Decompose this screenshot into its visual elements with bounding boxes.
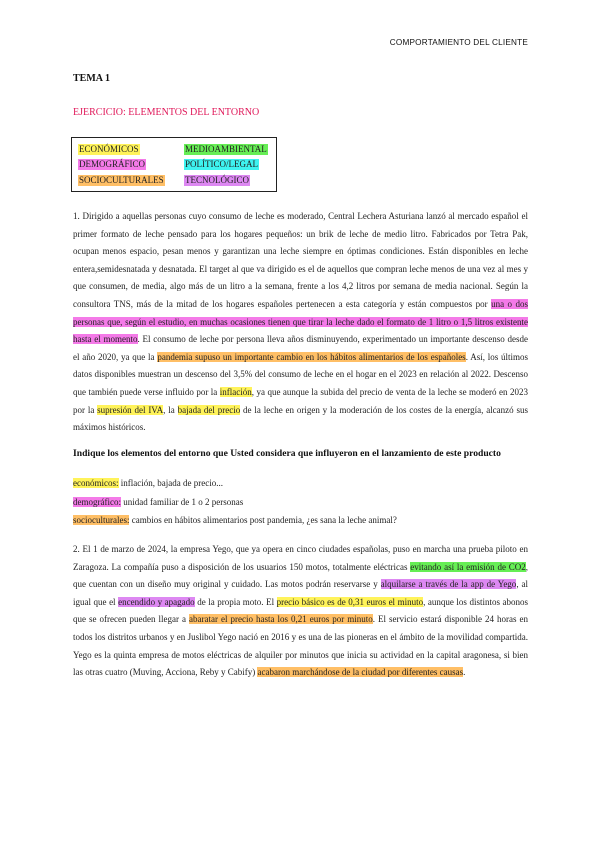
legend-demografico: DEMOGRÁFICO — [79, 159, 146, 169]
answer-line — [73, 497, 243, 508]
answer-text: inflación, bajada de precio... — [118, 478, 223, 488]
p2-text: . — [463, 667, 466, 678]
answer-text: cambios en hábitos alimentarios post pandemia, ¿es sana la leche animal? — [129, 515, 397, 525]
highlight-demografico: una o dos personas que, según el estudio, en muchas ocasiones tienen que tirar la leche dado el formato de 1 litro o 1,5 litros existente hasta el momento — [73, 298, 528, 345]
highlight-economico: bajada del precio — [177, 404, 241, 415]
p2-text: 2. El 1 de marzo de 2024, la empresa Yego, que ya opera en cinco ciudades españolas, puso en marcha una prueba piloto en Zaragoza. La compañía puso a disposición de los usuarios 150 motos, totalmente eléctricas — [73, 544, 528, 572]
p2-text: de la propia moto. El — [194, 596, 277, 607]
p2-text: , al igual que el — [73, 579, 528, 607]
p1-text: . El consumo de leche por persona lleva años disminuyendo, experimentado un importante descenso desde el año 2020, ya que la — [73, 334, 528, 362]
highlight-economico: inflación — [219, 386, 252, 397]
highlight-economico: supresión del IVA — [97, 404, 164, 415]
color-legend — [71, 137, 277, 192]
p2-text: , que cuentan con un diseño muy original y cuidado. Las motos podrán reservarse y — [73, 561, 528, 590]
highlight-economico: precio básico es de 0,31 euros el minuto — [276, 596, 424, 607]
paragraph-2 — [73, 541, 528, 682]
p1-text: . Así, los últimos datos disponibles muestran un descenso del 3,5% del consumo de leche en el hogar en el 2023 en relación al 2022. Descenso que también puede verse influido por la — [73, 351, 528, 397]
p1-text: , la — [163, 404, 178, 415]
highlight-sociocultural: abaratar el precio hasta los 0,21 euros por minuto — [188, 614, 373, 625]
answer-line — [73, 478, 223, 489]
answer-label: socioculturales: — [73, 515, 130, 525]
p1-text: 1. Dirigido a aquellas personas cuyo consumo de leche es moderado, Central Lechera Asturiana lanzó al mercado español el primer formato de leche pensado para los hogares pequeños: un brik de leche de medio litro. Fabricados por Tetra Pak, ocupan menos espacio, pesan menos y garantizan una leche siempre en óptimas condiciones. Están disponibles en leche entera,semidesnatada y desnatada. El target al que va dirigido es el de aquellos que compran leche menos de una vez al mes y que consumen, de media, algo más de un litro a la semana, frente a los 4,2 litros por semana de media nacional. Según la consultora TNS, más de la mitad de los hogares españoles pertenecen a esta categoría y están compuestos por — [73, 211, 528, 309]
legend-economicos: ECONÓMICOS — [79, 144, 139, 154]
answer-text: unidad familiar de 1 o 2 personas — [120, 497, 244, 507]
p2-text: . El servicio estará disponible 24 horas en todos los distritos urbanos y en Juslibol Yego nació en 2016 y es una de las pioneras en el ámbito de la movilidad compartida. Yego es la quinta empresa de motos eléctricas de alquiler por minutos que inicia su actividad en la capital aragonesa, si bien las otras cuatro (Muving, Acciona, Reby y Cabify) — [73, 614, 528, 678]
answer-label: económicos: — [73, 478, 119, 488]
legend-medioambiental: MEDIOAMBIENTAL — [185, 144, 267, 154]
running-header: COMPORTAMIENTO DEL CLIENTE — [389, 38, 528, 47]
highlight-tecnologico: encendido y apagado — [118, 596, 195, 607]
paragraph-1 — [73, 208, 528, 437]
p1-text: de la leche en origen y la moderación de los costes de la energía, alcanzó sus máximos históricos. — [73, 404, 529, 433]
highlight-sociocultural: acabaron marchándose de la ciudad por diferentes causas — [257, 667, 464, 678]
legend-politico-legal: POLÍTICO/LEGAL — [185, 159, 258, 169]
legend-socioculturales: SOCIOCULTURALES — [79, 175, 164, 185]
answer-label: demográfico: — [73, 497, 121, 507]
question-heading: Indique los elementos del entorno que Usted considera que influyeron en el lanzamiento de este producto — [73, 448, 501, 459]
highlight-medioambiental: evitando así la emisión de CO2 — [410, 561, 526, 572]
highlight-sociocultural: pandemia supuso un importante cambio en los hábitos alimentarios de los españoles — [157, 351, 466, 362]
p2-text: , aunque los distintos abonos que se ofrecen pueden llegar a — [73, 596, 529, 625]
exercise-title: EJERCICIO: ELEMENTOS DEL ENTORNO — [73, 107, 260, 118]
answer-line — [73, 515, 397, 526]
legend-tecnologico: TECNOLÓGICO — [185, 175, 249, 185]
p1-text: , ya que aunque la subida del precio de venta de la leche se moderó en 2023 por la — [73, 386, 528, 415]
highlight-tecnologico: alquilarse a través de la app de Yego — [380, 579, 517, 590]
section-title: TEMA 1 — [73, 73, 110, 84]
